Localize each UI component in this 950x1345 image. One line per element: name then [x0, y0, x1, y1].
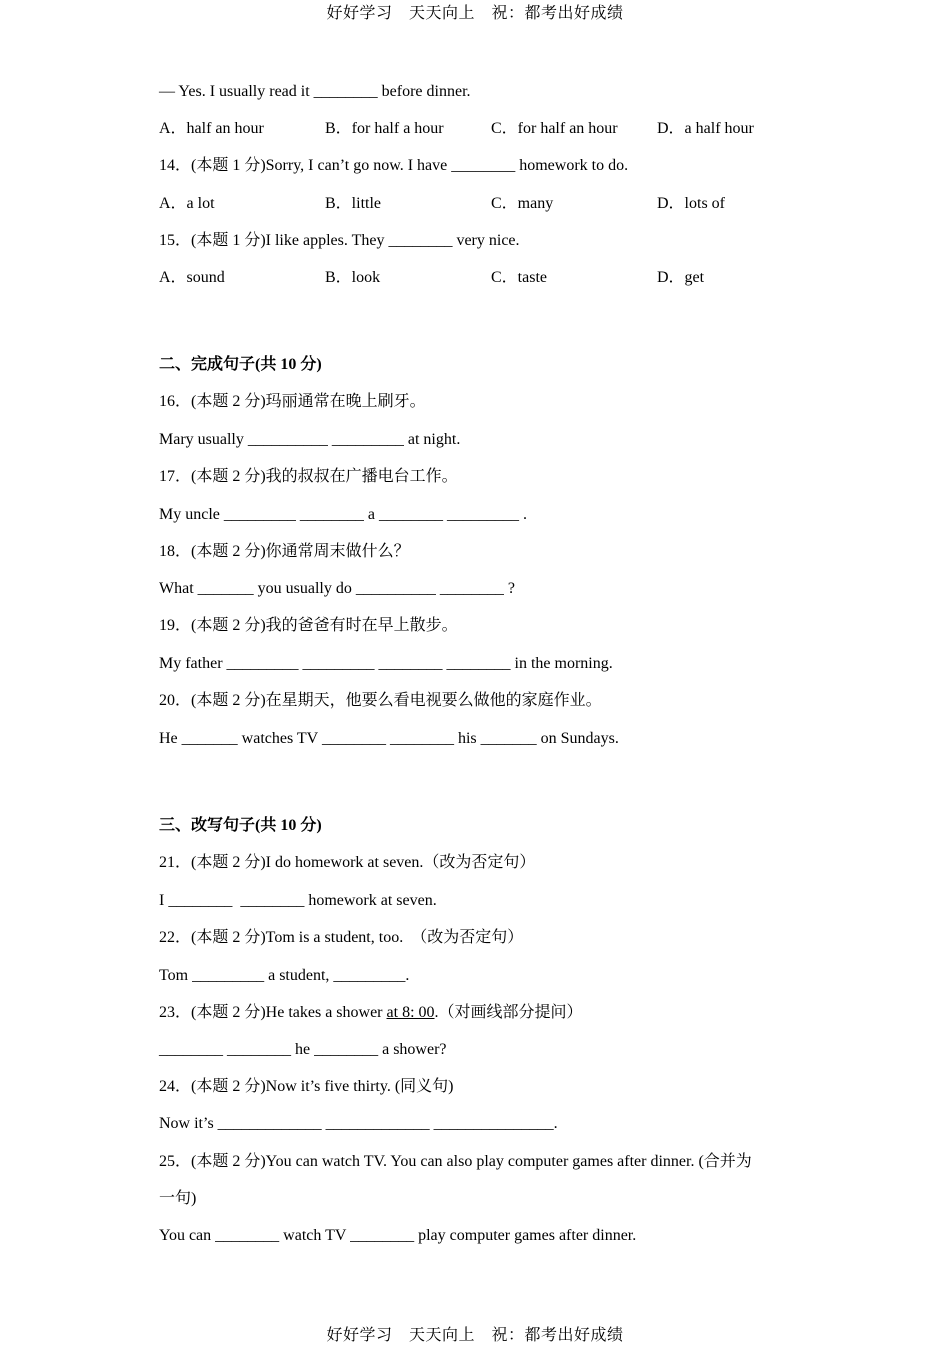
- q17-stem: 17．(本题 2 分)我的叔叔在广播电台工作。: [159, 468, 458, 485]
- q13-line: — Yes. I usually read it ________ before dinner.: [159, 83, 471, 100]
- q14-option-d[interactable]: D．lots of: [657, 195, 726, 212]
- q15-option-b[interactable]: B．look: [325, 269, 381, 286]
- q15-stem: 15．(本题 1 分)I like apples. They ________ very nice.: [159, 232, 520, 249]
- q22-stem: 22．(本题 2 分)Tom is a student, too. （改为否定句）: [159, 929, 524, 946]
- q13-option-a[interactable]: A．half an hour: [159, 120, 264, 137]
- q24-stem: 24．(本题 2 分)Now it’s five thirty. (同义句): [159, 1078, 454, 1095]
- q19-answer[interactable]: My father _________ _________ ________ ________ in the morning.: [159, 655, 613, 672]
- q16-answer[interactable]: Mary usually __________ _________ at night.: [159, 431, 461, 448]
- q23-stem-pre: 23．(本题 2 分)He takes a shower: [159, 1004, 387, 1021]
- q17-answer[interactable]: My uncle _________ ________ a ________ _________ .: [159, 506, 527, 523]
- q21-answer[interactable]: I ________ ________ homework at seven.: [159, 892, 437, 909]
- q23-stem-post: .（对画线部分提问）: [434, 1004, 583, 1021]
- q25-stem-line2: 一句): [159, 1190, 197, 1207]
- section2-title: 二、完成句子(共 10 分): [159, 356, 322, 373]
- q25-answer[interactable]: You can ________ watch TV ________ play computer games after dinner.: [159, 1227, 637, 1244]
- q13-option-d[interactable]: D．a half hour: [657, 120, 754, 137]
- q23-stem: [159, 1003, 583, 1023]
- q13-option-c[interactable]: C．for half an hour: [491, 120, 618, 137]
- q21-stem: 21．(本题 2 分)I do homework at seven.（改为否定句）: [159, 854, 536, 871]
- q15-option-c[interactable]: C．taste: [491, 269, 547, 286]
- q14-option-c[interactable]: C．many: [491, 195, 554, 212]
- q22-answer[interactable]: Tom _________ a student, _________.: [159, 967, 410, 984]
- q20-answer[interactable]: He _______ watches TV ________ ________ his _______ on Sundays.: [159, 730, 619, 747]
- q14-option-b[interactable]: B．little: [325, 195, 382, 212]
- q23-answer[interactable]: ________ ________ he ________ a shower?: [159, 1041, 447, 1058]
- page-footer: 好好学习 天天向上 祝：都考出好成绩: [326, 1327, 624, 1344]
- q14-option-a[interactable]: A．a lot: [159, 195, 215, 212]
- q19-stem: 19．(本题 2 分)我的爸爸有时在早上散步。: [159, 617, 458, 634]
- q15-option-a[interactable]: A．sound: [159, 269, 225, 286]
- q18-stem: 18．(本题 2 分)你通常周末做什么？: [159, 543, 410, 560]
- q15-option-d[interactable]: D．get: [657, 269, 705, 286]
- q25-stem-line1: 25．(本题 2 分)You can watch TV. You can also play computer games after dinner. (合并为: [159, 1153, 752, 1170]
- q16-stem: 16．(本题 2 分)玛丽通常在晚上刷牙。: [159, 393, 426, 410]
- q18-answer[interactable]: What _______ you usually do __________ ________ ?: [159, 580, 515, 597]
- q13-option-b[interactable]: B．for half a hour: [325, 120, 444, 137]
- section3-title: 三、改写句子(共 10 分): [159, 817, 322, 834]
- q24-answer[interactable]: Now it’s _____________ _____________ _______________.: [159, 1115, 558, 1132]
- q14-stem: 14．(本题 1 分)Sorry, I can’t go now. I have ________ homework to do.: [159, 157, 629, 174]
- page-header: 好好学习 天天向上 祝：都考出好成绩: [326, 5, 624, 22]
- q20-stem: 20．(本题 2 分)在星期天，他要么看电视要么做他的家庭作业。: [159, 692, 602, 709]
- q23-stem-underlined: at 8: 00: [386, 1004, 435, 1021]
